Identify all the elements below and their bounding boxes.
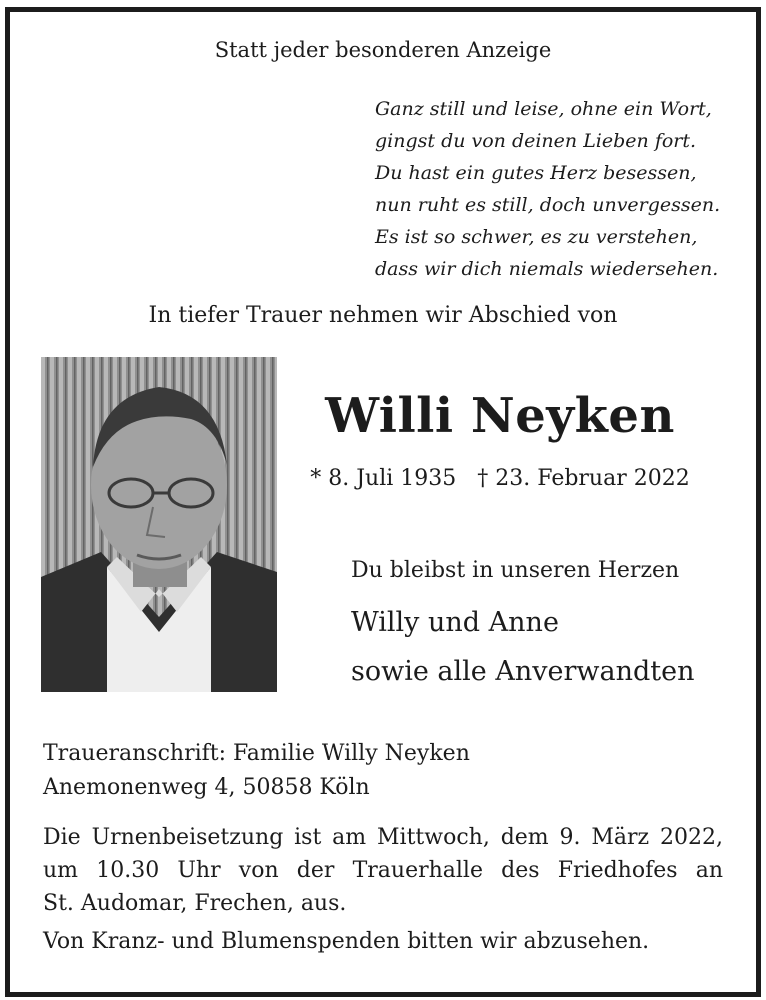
portrait-illustration: [41, 357, 277, 692]
motto: Du bleibst in unseren Herzen: [351, 558, 680, 583]
funeral-line: St. Audomar, Frechen, aus.: [43, 891, 347, 916]
poem-line: Ganz still und leise, ohne ein Wort,: [375, 98, 712, 120]
life-dates: [300, 466, 700, 491]
donation-note: Von Kranz- und Blumenspenden bitten wir abzusehen.: [43, 929, 650, 954]
funeral-line: Die Urnenbeisetzung ist am Mittwoch, dem 9. März 2022,: [43, 825, 723, 850]
mourning-address: [43, 737, 470, 805]
poem-line: Du hast ein gutes Herz besessen,: [375, 162, 697, 184]
deceased-name: Willi Neyken: [325, 388, 675, 444]
funeral-info: [43, 821, 723, 920]
address-line: Traueranschrift: Familie Willy Neyken: [43, 741, 470, 766]
mourner-relatives: sowie alle Anverwandten: [351, 656, 695, 687]
poem-line: gingst du von deinen Lieben fort.: [375, 130, 697, 152]
poem-line: dass wir dich niemals wiedersehen.: [375, 258, 719, 280]
poem: [375, 93, 720, 285]
notice-header: Statt jeder besonderen Anzeige: [214, 38, 552, 62]
death-date: † 23. Februar 2022: [477, 466, 690, 491]
mourner-names: Willy und Anne: [351, 607, 559, 638]
address-line: Anemonenweg 4, 50858 Köln: [43, 775, 370, 800]
poem-line: Es ist so schwer, es zu verstehen,: [375, 226, 698, 248]
portrait-photo: [41, 357, 277, 692]
funeral-line: um 10.30 Uhr von der Trauerhalle des Friedhofes an: [43, 858, 723, 883]
farewell-intro: In tiefer Trauer nehmen wir Abschied von: [148, 303, 618, 328]
birth-date: * 8. Juli 1935: [310, 466, 457, 491]
poem-line: nun ruht es still, doch unvergessen.: [375, 194, 721, 216]
